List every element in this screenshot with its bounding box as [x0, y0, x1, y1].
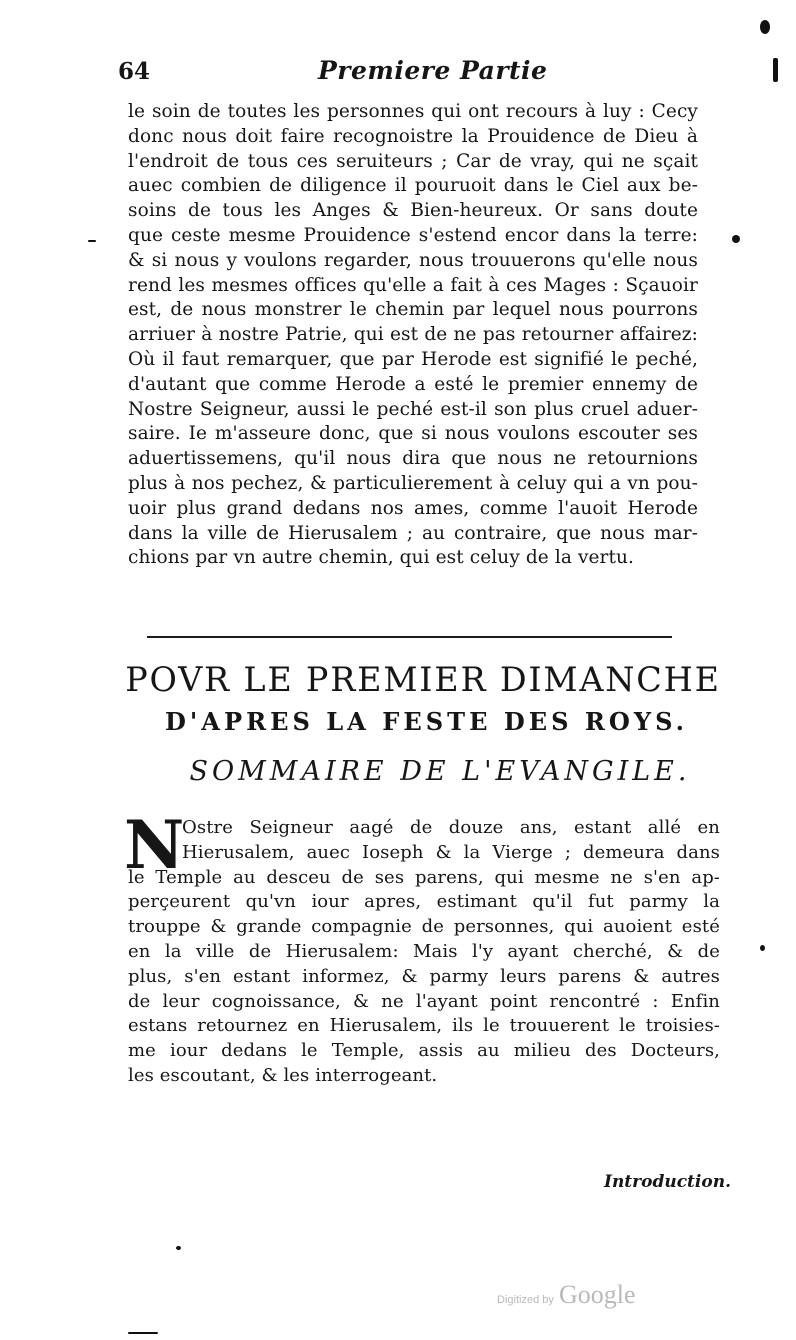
text-line: le soin de toutes les personnes qui ont recours à luy : Cecy — [128, 101, 698, 122]
text-line: soins de tous les Anges & Bien-heureux. Or sans doute — [128, 200, 698, 222]
ink-speck-summary-right — [760, 945, 765, 951]
text-line: arriuer à nostre Patrie, qui est de ne pas retourner affairez: — [128, 324, 698, 346]
ink-speck-right-bar — [773, 58, 778, 82]
text-line: de leur cognoissance, & ne l'ayant point rencontré : Enfin — [128, 990, 720, 1012]
digitized-watermark — [497, 1280, 636, 1310]
section-subtitle: D'APRES LA FESTE DES ROYS. — [164, 707, 689, 736]
ink-speck-bottom-corner — [128, 1332, 158, 1334]
main-paragraph — [128, 100, 698, 571]
text-line: estans retournez en Hierusalem, ils le trouuerent le troisies- — [128, 1015, 720, 1037]
summary-paragraph — [128, 816, 720, 1089]
section-divider — [147, 636, 672, 638]
text-line: d'autant que comme Herode a esté le premier ennemy de — [128, 373, 698, 395]
text-line: que ceste mesme Prouidence s'estend encor dans la terre: — [128, 224, 698, 246]
page-number: 64 — [118, 58, 151, 85]
text-line: en la ville de Hierusalem: Mais l'y ayant cherché, & de — [128, 940, 720, 962]
text-line: les escoutant, & les interrogeant. — [128, 1064, 438, 1086]
text-line: le Temple au desceu de ses parens, qui mesme ne s'en ap- — [128, 866, 720, 888]
ink-speck-top-right — [760, 20, 770, 34]
section-title: POVR LE PREMIER DIMANCHE — [125, 660, 721, 699]
text-line: uoir plus grand dedans nos ames, comme l'auoit Herode — [128, 497, 698, 519]
google-logo: Google — [558, 1280, 636, 1309]
text-line: dans la ville de Hierusalem ; au contraire, que nous mar- — [128, 522, 698, 544]
text-line: Nostre Seigneur, aussi le peché est-il son plus cruel aduer- — [128, 398, 698, 420]
text-line: Où il faut remarquer, que par Herode est signifié le peché, — [128, 348, 698, 370]
digitized-label: Digitized by — [497, 1294, 554, 1306]
drop-cap: N — [124, 806, 185, 884]
summary-heading: SOMMAIRE DE L'EVANGILE. — [189, 756, 691, 787]
text-line: perçeurent qu'vn iour apres, estimant qu'il fut parmy la — [128, 891, 720, 913]
text-line: aduertissemens, qu'il nous dira que nous ne retournions — [128, 448, 698, 470]
text-line: & si nous y voulons regarder, nous trouuerons qu'elle nous — [128, 249, 698, 271]
text-line: plus à nos pechez, & particulierement à celuy qui a vn pou- — [128, 472, 698, 494]
text-line: plus, s'en estant informez, & parmy leurs parens & autres — [128, 965, 720, 987]
running-head: Premiere Partie — [318, 56, 548, 85]
text-line: saire. Ie m'asseure donc, que si nous voulons escouter ses — [128, 423, 698, 445]
text-line: me iour dedans le Temple, assis au milieu des Docteurs, — [128, 1040, 720, 1062]
text-line: Hierusalem, auec Ioseph & la Vierge ; demeura dans — [182, 841, 720, 863]
ink-speck-bottom-left — [176, 1246, 181, 1250]
ink-speck-margin-left — [88, 240, 96, 242]
catchword: Introduction. — [604, 1172, 731, 1192]
text-line: trouppe & grande compagnie de personnes, qui auoient esté — [128, 916, 720, 938]
text-line: chions par vn autre chemin, qui est celuy de la vertu. — [128, 547, 635, 569]
text-line: auec combien de diligence il pouruoit dans le Ciel aux be- — [128, 175, 698, 197]
ink-speck-margin-right — [732, 235, 740, 243]
text-line: est, de nous monstrer le chemin par lequel nous pourrons — [128, 299, 698, 321]
text-line: donc nous doit faire recognoistre la Prouidence de Dieu à — [128, 125, 698, 147]
text-line: l'endroit de tous ces seruiteurs ; Car de vray, qui ne sçait — [128, 150, 698, 172]
text-line: rend les mesmes offices qu'elle a fait à ces Mages : Sçauoir — [128, 274, 698, 296]
text-line: Ostre Seigneur aagé de douze ans, estant allé en — [182, 817, 720, 838]
